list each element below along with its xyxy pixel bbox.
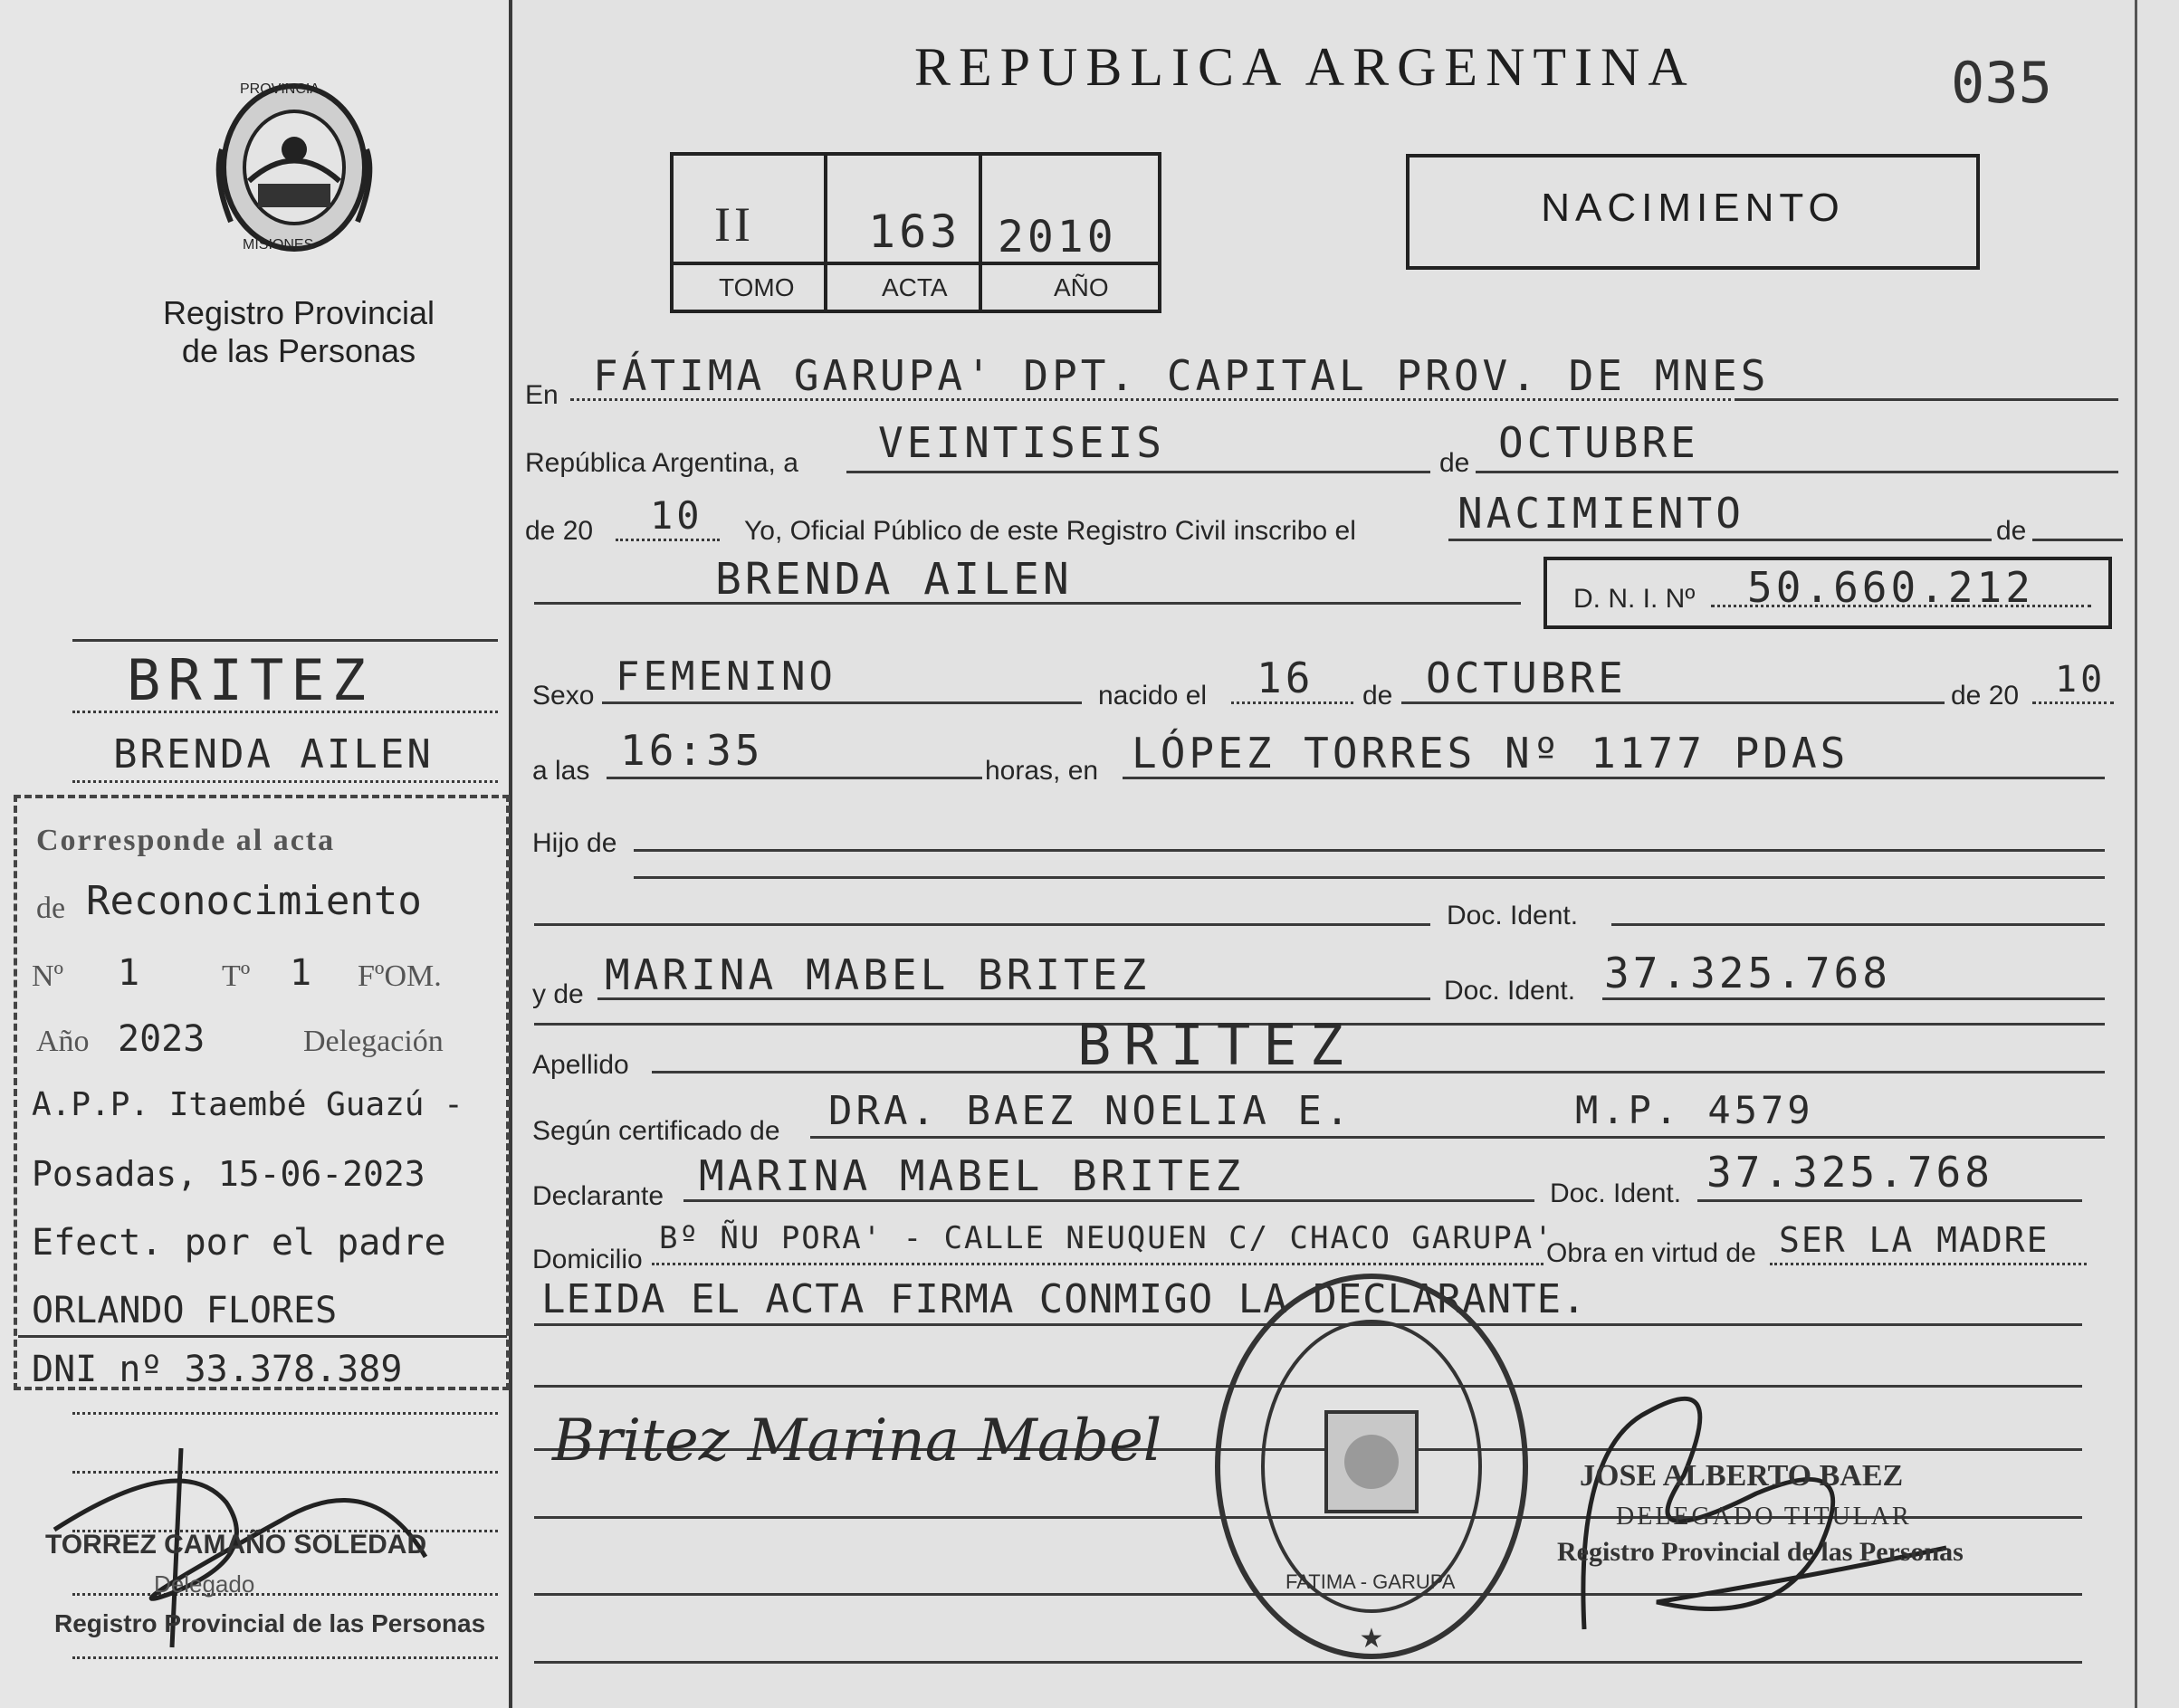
margin-stamp-registry: Registro Provincial de las Personas xyxy=(54,1609,486,1637)
surname: BRITEZ xyxy=(1077,1012,1356,1078)
declarant-signature: Britez Marina Mabel xyxy=(552,1407,1162,1474)
declarant-name: MARINA MABEL BRITEZ xyxy=(699,1151,1245,1200)
label-yde: y de xyxy=(532,979,584,1009)
note-deleg-label: Delegación xyxy=(303,1025,444,1058)
note-f-label: FºOM. xyxy=(358,959,442,993)
mother-doc: 37.325.768 xyxy=(1604,949,1891,997)
note-date: Posadas, 15-06-2023 xyxy=(32,1154,425,1194)
note-act-type: Reconocimiento xyxy=(86,878,422,924)
note-n-value: 1 xyxy=(118,952,140,994)
label-en: En xyxy=(525,380,559,410)
note-deleg-value: A.P.P. Itaembé Guazú - xyxy=(32,1086,464,1123)
act-registered: NACIMIENTO xyxy=(1457,489,1744,538)
label-republica: República Argentina, a xyxy=(525,448,798,478)
remarks-text: LEIDA EL ACTA FIRMA CONMIGO LA DECLARANTE. xyxy=(541,1276,1587,1322)
acta-label: ACTA xyxy=(882,273,948,301)
note-anio-value: 2023 xyxy=(118,1018,205,1060)
note-father: ORLANDO FLORES xyxy=(32,1290,338,1331)
label-obra: Obra en virtud de xyxy=(1546,1238,1756,1268)
seal-label-top: PROVINCIA xyxy=(240,81,320,97)
child-name: BRENDA AILEN xyxy=(715,554,1073,605)
registry-name xyxy=(127,294,471,370)
note-n-label: Nº xyxy=(32,959,64,993)
official-name: JOSE ALBERTO BAEZ xyxy=(1580,1459,1904,1493)
margin-stamp-name: TORREZ CAMAÑO SOLEDAD xyxy=(45,1530,427,1560)
tomo-value: II xyxy=(714,197,754,252)
label-nacido: nacido el xyxy=(1098,681,1208,711)
label-dni: D. N. I. Nº xyxy=(1573,584,1696,614)
label-de20: de 20 xyxy=(525,516,594,546)
note-dni: DNI nº 33.378.389 xyxy=(32,1349,403,1390)
acta-value: 163 xyxy=(868,205,961,258)
label-alas: a las xyxy=(532,756,590,786)
doctor-license: M.P. 4579 xyxy=(1575,1088,1814,1132)
official-role: DELEGADO TITULAR xyxy=(1616,1503,1912,1531)
child-sex: FEMENINO xyxy=(616,654,836,700)
label-de20b: de 20 xyxy=(1951,681,2020,711)
anio-label: AÑO xyxy=(1054,273,1109,301)
label-yo: Yo, Oficial Público de este Registro Civil inscribo el xyxy=(744,516,1356,546)
anio-value: 2010 xyxy=(998,212,1117,262)
doc-type: NACIMIENTO xyxy=(1541,186,1845,230)
label-hijo: Hijo de xyxy=(532,828,617,858)
declarant-doc: 37.325.768 xyxy=(1706,1148,1993,1197)
note-effected: Efect. por el padre xyxy=(32,1222,446,1264)
note-t-value: 1 xyxy=(290,952,312,994)
right-edge xyxy=(2135,0,2137,1708)
mother-name: MARINA MABEL BRITEZ xyxy=(605,950,1151,999)
margin-stamp-role: Delegado xyxy=(154,1570,255,1598)
provincial-seal xyxy=(204,77,385,258)
margin-surname: BRITEZ xyxy=(127,647,373,713)
label-sexo: Sexo xyxy=(532,681,595,711)
registry-line1: Registro Provincial xyxy=(162,294,435,331)
seal-label-bottom: MISIONES xyxy=(243,237,314,253)
note-line1: Corresponde al acta xyxy=(36,824,336,857)
birth-month: OCTUBRE xyxy=(1426,654,1627,702)
official-registry: Registro Provincial de las Personas xyxy=(1557,1537,1964,1567)
label-domicilio: Domicilio xyxy=(532,1245,643,1274)
registration-year: 10 xyxy=(650,493,703,538)
declarant-address: Bº ÑU PORA' - CALLE NEUQUEN C/ CHACO GARUPA' xyxy=(659,1220,1554,1256)
birth-place: LÓPEZ TORRES Nº 1177 PDAS xyxy=(1132,729,1849,778)
official-round-stamp xyxy=(1209,1267,1534,1665)
reference-box xyxy=(670,152,1161,313)
label-apellido: Apellido xyxy=(532,1050,629,1080)
label-horas: horas, en xyxy=(985,756,1099,786)
label-de: de xyxy=(1439,448,1470,478)
birth-time: 16:35 xyxy=(620,726,764,775)
note-anio-label: Año xyxy=(36,1025,90,1058)
label-docident-mother: Doc. Ident. xyxy=(1444,976,1576,1006)
label-docident-declarant: Doc. Ident. xyxy=(1550,1178,1682,1208)
svg-text:★: ★ xyxy=(1359,1624,1384,1654)
registry-line2: de las Personas xyxy=(181,332,416,369)
label-declarante: Declarante xyxy=(532,1181,664,1211)
birth-year: 10 xyxy=(2055,659,2107,701)
note-de: de xyxy=(36,892,66,925)
acts-as: SER LA MADRE xyxy=(1779,1220,2050,1260)
birth-day: 16 xyxy=(1257,654,1314,702)
certifying-doctor: DRA. BAEZ NOELIA E. xyxy=(828,1088,1353,1134)
tomo-label: TOMO xyxy=(719,273,795,301)
note-t-label: Tº xyxy=(222,959,251,993)
page-number: 035 xyxy=(1951,50,2052,116)
label-docident-father: Doc. Ident. xyxy=(1447,901,1579,930)
official-signature xyxy=(1548,1340,1983,1647)
margin-name: BRENDA AILEN xyxy=(113,731,434,778)
label-segun: Según certificado de xyxy=(532,1116,780,1146)
label-de-3: de xyxy=(1362,681,1393,711)
label-de-2: de xyxy=(1996,516,2027,546)
stamp-town: FATIMA - GARUPA xyxy=(1285,1570,1456,1593)
country-title: REPUBLICA ARGENTINA xyxy=(914,37,1696,97)
registration-month: OCTUBRE xyxy=(1498,418,1699,467)
birthplace-registry: FÁTIMA GARUPA' DPT. CAPITAL PROV. DE MNES xyxy=(593,351,1770,400)
registration-day: VEINTISEIS xyxy=(878,418,1165,467)
child-dni: 50.660.212 xyxy=(1747,563,2034,612)
